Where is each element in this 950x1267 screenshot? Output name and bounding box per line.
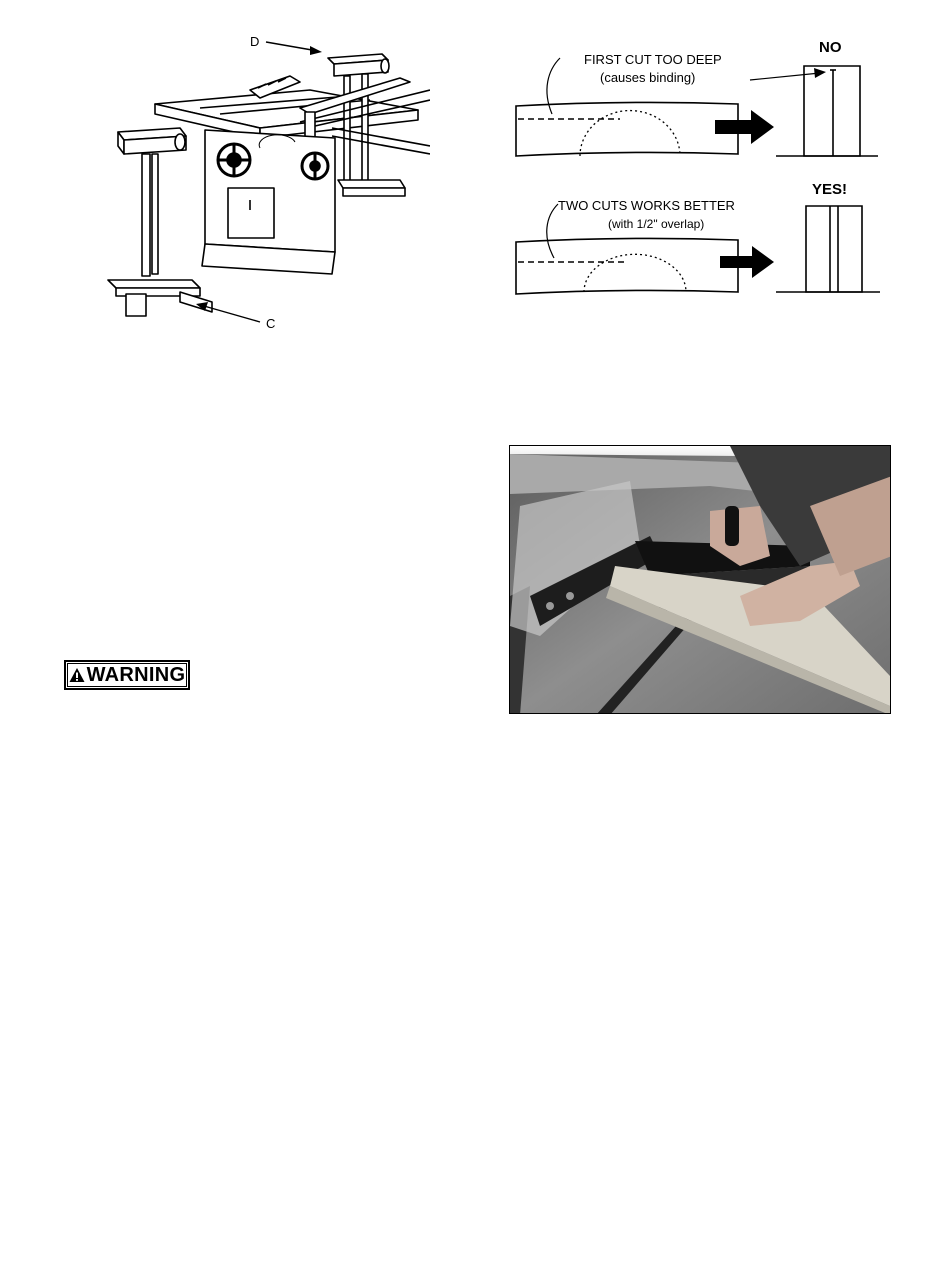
first-cut-too-deep-panel [516,58,878,156]
warning-triangle-icon [69,667,85,683]
first-cut-label: FIRST CUT TOO DEEP [584,52,722,67]
warning-badge [64,660,190,690]
first-cut-sublabel: (causes binding) [600,70,696,85]
cut-depth-diagram [508,30,908,305]
table-saw-illustration [100,30,430,330]
saw-fence-photo [509,445,891,714]
two-cuts-label: TWO CUTS WORKS BETTER [558,198,735,213]
roller-stand-left [108,128,212,316]
warning-label: WARNING [86,664,186,686]
svg-text:D: D [250,34,260,49]
no-verdict: NO [819,39,842,56]
callout-d [250,34,322,55]
svg-text:C: C [266,316,276,330]
yes-verdict: YES! [812,181,848,198]
two-cuts-sublabel: (with 1/2" overlap) [608,217,705,231]
